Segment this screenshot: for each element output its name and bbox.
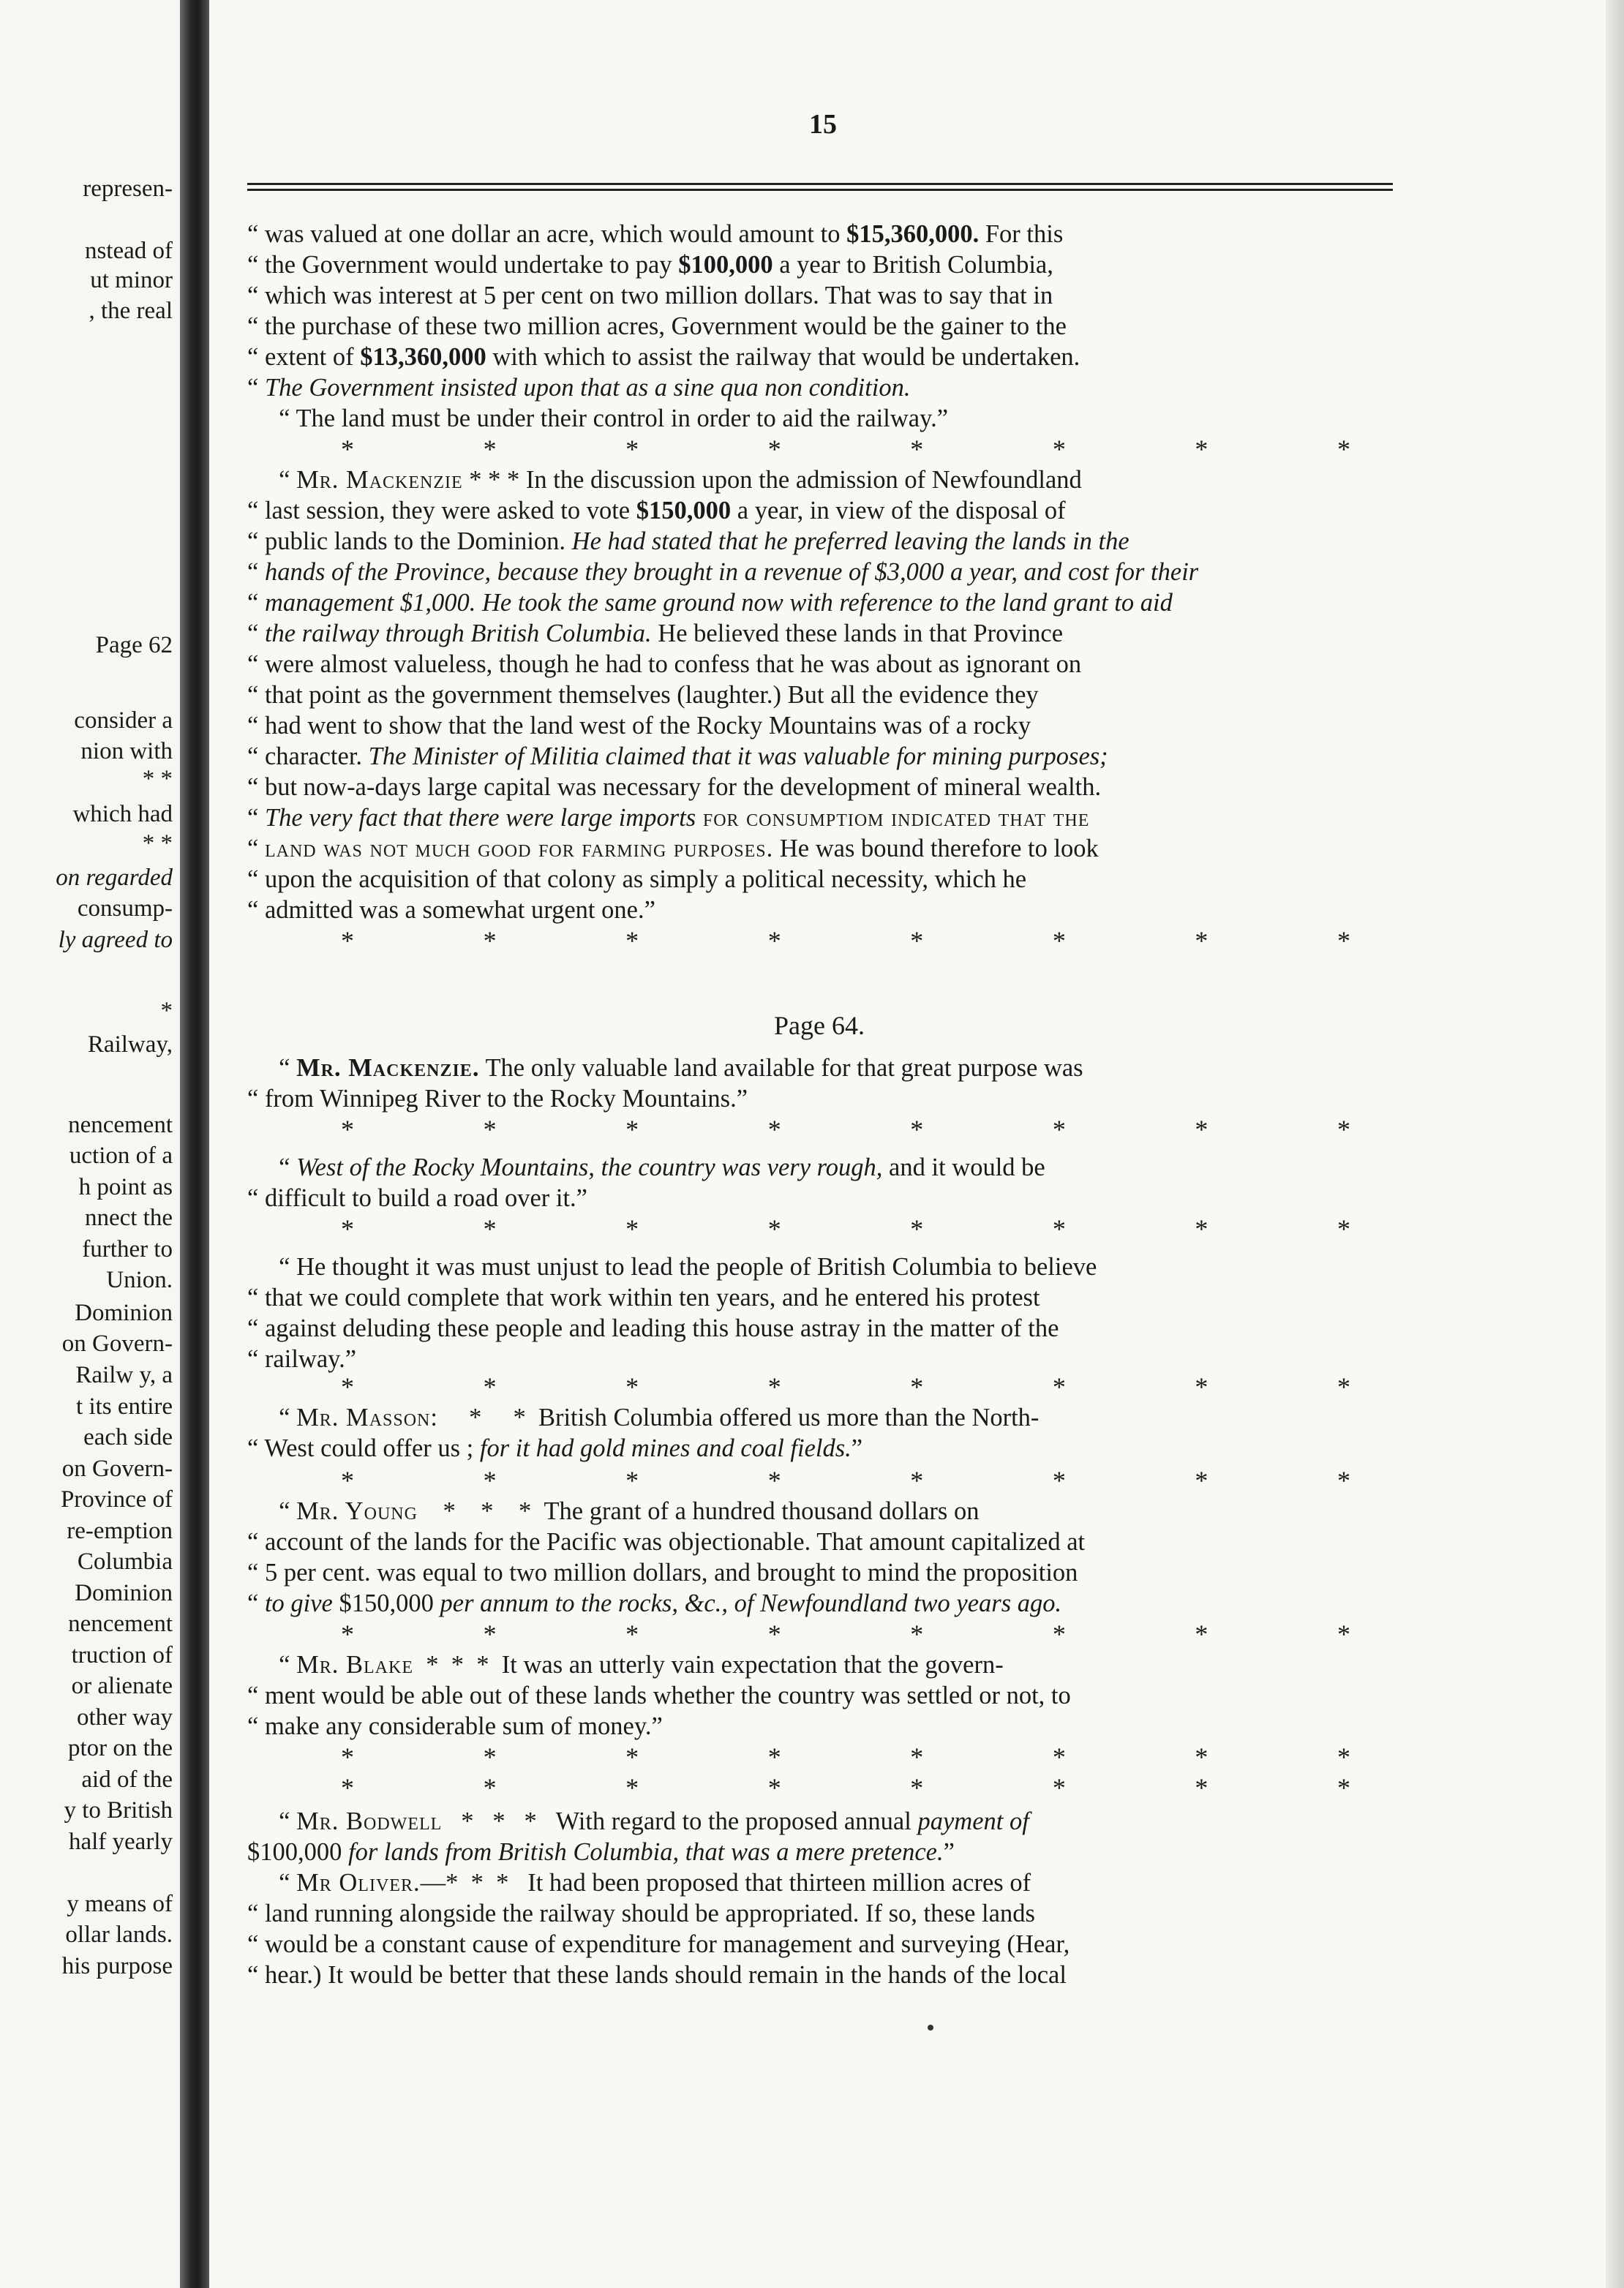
left-column-line: further to — [82, 1236, 173, 1262]
text-segment: “ — [247, 1497, 297, 1525]
asterisk: * — [1195, 926, 1208, 955]
asterisk: * — [341, 1619, 354, 1649]
left-column-line: nnect the — [84, 1205, 173, 1231]
asterisk: * — [341, 1742, 354, 1772]
text-segment: a year, in view of the disposal of — [731, 497, 1066, 524]
asterisk: * — [1337, 1214, 1350, 1243]
text-segment: management $1,000. He took the same ground now with reference to the land grant to aid — [264, 589, 1173, 617]
text-line — [247, 1283, 1406, 1312]
asterisk: * — [625, 434, 639, 464]
text-segment: “ — [247, 466, 297, 494]
text-segment: “ — [247, 1651, 297, 1679]
asterisk: * — [1052, 1115, 1066, 1144]
text-segment: “ — [247, 374, 265, 402]
text-line — [247, 772, 1406, 802]
text-segment: He had stated that he preferred leaving the lands in the — [571, 527, 1129, 555]
text-segment: —* * * It had been proposed that thirteen million acres of — [420, 1869, 1031, 1897]
text-segment: “ from Winnipeg River to the Rocky Mountains.” — [247, 1085, 748, 1113]
section-heading-page-64: Page 64. — [774, 1011, 865, 1040]
text-segment: “ — [247, 1589, 265, 1617]
text-line — [247, 1807, 1406, 1836]
text-line — [247, 1084, 1406, 1113]
text-line — [247, 1527, 1406, 1557]
left-column-line: uction of a — [69, 1143, 173, 1169]
text-line — [247, 1153, 1406, 1182]
text-segment: “ — [247, 1404, 297, 1431]
text-segment: “ difficult to build a road over it.” — [247, 1184, 587, 1212]
asterisk: * — [1052, 1619, 1066, 1649]
asterisk: * — [1337, 1773, 1350, 1802]
asterisk: * — [1195, 1466, 1208, 1495]
text-line — [247, 404, 1406, 433]
text-line — [247, 1053, 1406, 1083]
left-column-line: represen- — [83, 176, 173, 202]
text-line — [247, 711, 1406, 740]
asterisk: * — [1052, 1372, 1066, 1401]
asterisk: * — [767, 1214, 781, 1243]
text-segment: “ the Government would undertake to pay — [247, 251, 679, 279]
text-line — [247, 250, 1406, 279]
asterisk: * — [483, 1742, 497, 1772]
text-segment: For this — [979, 220, 1064, 248]
asterisk: * — [1337, 1466, 1350, 1495]
text-line — [247, 1252, 1406, 1282]
asterisk: * — [910, 434, 924, 464]
text-line — [247, 895, 1406, 925]
text-segment: “ public lands to the Dominion. — [247, 527, 572, 555]
text-line — [247, 373, 1406, 402]
left-column-line: which had — [72, 801, 173, 827]
text-segment: The only valuable land available for that great purpose was — [479, 1054, 1083, 1082]
text-segment: “ railway.” — [247, 1345, 357, 1373]
asterisk: * — [1337, 1115, 1350, 1144]
left-column-line: ly agreed to — [58, 927, 173, 953]
asterisk: * — [625, 1742, 639, 1772]
left-column-line: * * — [142, 830, 173, 857]
asterisk: * — [483, 1214, 497, 1243]
text-segment: and it would be — [882, 1154, 1045, 1181]
left-column-line: on regarded — [56, 865, 173, 891]
text-segment: He was bound therefore to look — [773, 835, 1099, 862]
asterisk: * — [910, 1742, 924, 1772]
text-segment: Mr. Blake — [296, 1651, 414, 1679]
asterisk: * — [625, 926, 639, 955]
text-segment: land was not much good for farming purposes. — [264, 835, 774, 862]
asterisk: * — [341, 926, 354, 955]
asterisk: * — [483, 1619, 497, 1649]
text-segment: * * * The grant of a hundred thousand dollars on — [417, 1497, 980, 1525]
asterisk: * — [1195, 1115, 1208, 1144]
text-segment: “ make any considerable sum of money.” — [247, 1712, 663, 1740]
text-segment: “ against deluding these people and leading this house astray in the matter of the — [247, 1314, 1059, 1342]
text-segment: The Minister of Militia claimed that it was valuable for mining purposes; — [368, 742, 1108, 770]
asterisk: * — [341, 434, 354, 464]
asterisk: * — [483, 1115, 497, 1144]
asterisk-ellipsis-row — [341, 1115, 1350, 1144]
left-column-line: ollar lands. — [65, 1922, 173, 1948]
asterisk-ellipsis-row — [341, 1372, 1350, 1401]
text-segment: a year to British Columbia, — [772, 251, 1053, 279]
text-segment: “ — [247, 1807, 297, 1835]
left-column-line: his purpose — [61, 1953, 173, 1979]
text-segment: The very fact that there were large imports — [264, 804, 696, 832]
left-column-line: Dominion — [75, 1580, 173, 1606]
asterisk: * — [1052, 434, 1066, 464]
text-line — [247, 1681, 1406, 1710]
text-segment: “ extent of — [247, 343, 361, 371]
left-column-line: other way — [76, 1704, 173, 1731]
text-segment: Mr. Mackenzie. — [296, 1054, 480, 1082]
left-column-line: aid of the — [81, 1766, 173, 1793]
left-column-line: nencement — [68, 1112, 173, 1138]
left-column-line: half yearly — [68, 1829, 173, 1855]
text-line — [247, 803, 1406, 832]
asterisk: * — [1337, 1372, 1350, 1401]
asterisk: * — [1195, 1742, 1208, 1772]
left-column-line: , the real — [89, 298, 173, 324]
text-segment: “ account of the lands for the Pacific was objectionable. That amount capitalized at — [247, 1528, 1086, 1556]
left-column-line: Columbia — [77, 1548, 173, 1575]
header-rule-bottom — [247, 189, 1393, 191]
asterisk: * — [341, 1214, 354, 1243]
asterisk: * — [910, 1372, 924, 1401]
text-line — [247, 834, 1406, 863]
text-segment: “ which was interest at 5 per cent on two million dollars. That was to say that in — [247, 282, 1053, 309]
text-segment: $150,000 — [636, 497, 732, 524]
text-segment: “ ment would be able out of these lands whether the country was settled or not, to — [247, 1682, 1071, 1709]
asterisk: * — [767, 434, 781, 464]
text-line — [247, 281, 1406, 310]
asterisk-ellipsis-row — [341, 434, 1350, 464]
text-segment: “ — [247, 804, 265, 832]
asterisk: * — [1195, 434, 1208, 464]
asterisk: * — [1195, 1619, 1208, 1649]
asterisk-ellipsis-row — [341, 1466, 1350, 1495]
asterisk: * — [767, 1115, 781, 1144]
text-line — [247, 680, 1406, 710]
text-segment: Mr. Masson — [296, 1404, 431, 1431]
asterisk: * — [341, 1773, 354, 1802]
asterisk: * — [625, 1115, 639, 1144]
text-segment: Mr Oliver. — [296, 1869, 421, 1897]
ink-dot — [928, 2025, 933, 2031]
asterisk: * — [910, 1466, 924, 1495]
header-rule-top — [247, 183, 1393, 185]
text-segment: Mr. Young — [296, 1497, 418, 1525]
asterisk: * — [1337, 1619, 1350, 1649]
asterisk: * — [1195, 1773, 1208, 1802]
asterisk-ellipsis-row — [341, 1742, 1350, 1772]
left-column-line: t its entire — [76, 1393, 173, 1420]
text-segment: “ but now-a-days large capital was necessary for the development of mineral wealth. — [247, 773, 1102, 801]
asterisk: * — [1052, 1773, 1066, 1802]
asterisk: * — [625, 1619, 639, 1649]
asterisk: * — [1195, 1214, 1208, 1243]
left-column-line: Province of — [60, 1486, 173, 1513]
asterisk-ellipsis-row — [341, 1214, 1350, 1243]
asterisk: * — [910, 1773, 924, 1802]
asterisk: * — [767, 1619, 781, 1649]
text-segment: “ He thought it was must unjust to lead the people of British Columbia to believe — [247, 1253, 1097, 1281]
asterisk: * — [1052, 1742, 1066, 1772]
asterisk: * — [341, 1372, 354, 1401]
text-line — [247, 1314, 1406, 1343]
text-segment: * * * In the discussion upon the admission of Newfoundland — [462, 466, 1082, 494]
text-segment: $15,360,000. — [846, 220, 980, 248]
text-segment: * * * It was an utterly vain expectation that the govern- — [413, 1651, 1004, 1679]
text-line — [247, 865, 1406, 894]
text-line — [247, 1837, 1406, 1867]
left-column-line: nencement — [68, 1611, 173, 1637]
asterisk: * — [341, 1466, 354, 1495]
text-segment: “ was valued at one dollar an acre, which would amount to — [247, 220, 847, 248]
text-line — [247, 1558, 1406, 1587]
asterisk: * — [910, 1115, 924, 1144]
asterisk: * — [1052, 1466, 1066, 1495]
asterisk: * — [483, 926, 497, 955]
left-column-line: on Govern- — [61, 1456, 173, 1482]
text-line — [247, 1712, 1406, 1741]
left-column-line: y to British — [64, 1797, 173, 1824]
asterisk: * — [1052, 926, 1066, 955]
text-line — [247, 465, 1406, 494]
text-segment: “ — [247, 620, 265, 647]
text-line — [247, 312, 1406, 341]
text-segment: “ had went to show that the land west of the Rocky Mountains was of a rocky — [247, 712, 1031, 740]
text-segment: ” — [943, 1838, 955, 1866]
left-column-line: h point as — [78, 1174, 173, 1200]
text-line — [247, 1589, 1406, 1618]
asterisk-ellipsis-row — [341, 1773, 1350, 1802]
asterisk: * — [1195, 1372, 1208, 1401]
text-segment: to give — [264, 1589, 333, 1617]
book-gutter — [180, 0, 209, 2288]
text-segment: “ land running alongside the railway should be appropriated. If so, these lands — [247, 1900, 1035, 1927]
left-column-line: Page 62 — [95, 632, 173, 658]
text-segment: “ that we could complete that work within ten years, and he entered his protest — [247, 1284, 1040, 1312]
asterisk-ellipsis-row — [341, 926, 1350, 955]
text-segment: with which to assist the railway that would be undertaken. — [486, 343, 1080, 371]
text-segment: “ character. — [247, 742, 369, 770]
asterisk: * — [625, 1214, 639, 1243]
text-segment: $100,000 — [247, 1838, 348, 1866]
text-segment: “ — [247, 558, 265, 586]
text-line — [247, 1344, 1406, 1374]
asterisk: * — [483, 1466, 497, 1495]
asterisk: * — [910, 1619, 924, 1649]
left-column-line: truction of — [71, 1642, 173, 1668]
asterisk: * — [483, 1372, 497, 1401]
asterisk: * — [767, 1742, 781, 1772]
asterisk: * — [1337, 1742, 1350, 1772]
text-line — [247, 496, 1406, 525]
text-segment: * * * With regard to the proposed annual — [442, 1807, 918, 1835]
text-line — [247, 650, 1406, 679]
text-line — [247, 1960, 1406, 1990]
text-segment: for lands from British Columbia, that was a mere pretence. — [348, 1838, 944, 1866]
left-column-line: consump- — [77, 895, 173, 922]
text-line — [247, 1183, 1406, 1213]
text-segment: West of the Rocky Mountains, the country was very rough, — [296, 1154, 883, 1181]
left-column-line: nion with — [80, 738, 173, 764]
text-line — [247, 1899, 1406, 1928]
asterisk-ellipsis-row — [341, 1619, 1350, 1649]
text-segment: : * * British Columbia offered us more than the North- — [430, 1404, 1040, 1431]
left-column-line: Railw y, a — [75, 1362, 173, 1388]
asterisk: * — [625, 1372, 639, 1401]
text-segment: per annum to the rocks, &c., of Newfoundland two years ago. — [440, 1589, 1062, 1617]
asterisk: * — [1337, 434, 1350, 464]
text-segment: “ last session, they were asked to vote — [247, 497, 636, 524]
text-segment: “ the purchase of these two million acres, Government would be the gainer to the — [247, 312, 1067, 340]
asterisk: * — [341, 1115, 354, 1144]
page-number: 15 — [809, 109, 837, 140]
text-segment: for it had gold mines and coal fields. — [479, 1434, 852, 1462]
text-segment: $100,000 — [678, 251, 773, 279]
asterisk: * — [483, 1773, 497, 1802]
text-segment: “ upon the acquisition of that colony as simply a political necessity, which he — [247, 865, 1027, 893]
text-segment: “ — [247, 1054, 297, 1082]
text-segment: “ that point as the government themselves (laughter.) But all the evidence they — [247, 681, 1039, 709]
text-segment: payment of — [917, 1807, 1029, 1835]
left-column-line: Dominion — [75, 1300, 173, 1326]
text-segment: “ 5 per cent. was equal to two million dollars, and brought to mind the proposition — [247, 1559, 1078, 1587]
text-segment: “ — [247, 835, 265, 862]
text-segment: the railway through British Columbia. — [264, 620, 652, 647]
text-segment: “ The land must be under their control in order to aid the railway.” — [247, 404, 949, 432]
text-segment: “ — [247, 1154, 297, 1181]
left-column-line: re-emption — [67, 1518, 173, 1544]
text-line — [247, 1434, 1406, 1463]
text-line — [247, 219, 1406, 249]
asterisk: * — [1337, 926, 1350, 955]
text-segment: ” — [851, 1434, 863, 1462]
left-column-line: * * — [142, 766, 173, 792]
left-column-line: Railway, — [87, 1031, 173, 1058]
text-line — [247, 1868, 1406, 1897]
text-line — [247, 619, 1406, 648]
text-segment: “ West could offer us ; — [247, 1434, 480, 1462]
text-segment: “ — [247, 589, 265, 617]
page-edge — [1606, 0, 1624, 2288]
text-segment: “ hear.) It would be better that these lands should remain in the hands of the local — [247, 1961, 1067, 1989]
left-column-line: nstead of — [84, 238, 173, 264]
asterisk: * — [767, 1773, 781, 1802]
asterisk: * — [1052, 1214, 1066, 1243]
left-column-line: y means of — [67, 1891, 173, 1917]
text-line — [247, 342, 1406, 372]
text-line — [247, 1930, 1406, 1959]
text-line — [247, 1650, 1406, 1679]
text-segment: Mr. Mackenzie — [296, 466, 463, 494]
left-column-line: each side — [83, 1424, 173, 1450]
left-column-line: ptor on the — [68, 1735, 173, 1761]
text-line — [247, 588, 1406, 617]
left-column-line: on Govern- — [61, 1331, 173, 1357]
text-segment: “ were almost valueless, though he had to confess that he was about as ignorant on — [247, 650, 1082, 678]
text-line — [247, 557, 1406, 587]
text-segment: $150,000 — [332, 1589, 440, 1617]
text-line — [247, 742, 1406, 771]
left-column-line: Union. — [106, 1267, 173, 1293]
asterisk: * — [910, 926, 924, 955]
text-segment: He believed these lands in that Province — [651, 620, 1064, 647]
left-column-line: * — [160, 998, 173, 1024]
asterisk: * — [767, 1466, 781, 1495]
left-column-line: ut minor — [90, 267, 173, 293]
text-segment: for consumptiom indicated that the — [696, 804, 1090, 832]
asterisk: * — [910, 1214, 924, 1243]
text-line — [247, 1497, 1406, 1526]
left-column-line: consider a — [74, 707, 173, 734]
text-segment: hands of the Province, because they brought in a revenue of $3,000 a year, and cost for their — [264, 558, 1199, 586]
text-line — [247, 1403, 1406, 1432]
text-line — [247, 527, 1406, 556]
left-page-fragment — [0, 0, 180, 2288]
text-segment: Mr. Bodwell — [296, 1807, 443, 1835]
asterisk: * — [767, 926, 781, 955]
text-segment: $13,360,000 — [360, 343, 486, 371]
text-segment: “ — [247, 1869, 297, 1897]
asterisk: * — [483, 434, 497, 464]
text-segment: The Government insisted upon that as a sine qua non condition. — [264, 374, 911, 402]
asterisk: * — [767, 1372, 781, 1401]
left-column-line: or alienate — [71, 1673, 173, 1699]
text-segment: “ admitted was a somewhat urgent one.” — [247, 896, 655, 924]
asterisk: * — [625, 1466, 639, 1495]
asterisk: * — [625, 1773, 639, 1802]
text-segment: “ would be a constant cause of expenditure for management and surveying (Hear, — [247, 1930, 1070, 1958]
